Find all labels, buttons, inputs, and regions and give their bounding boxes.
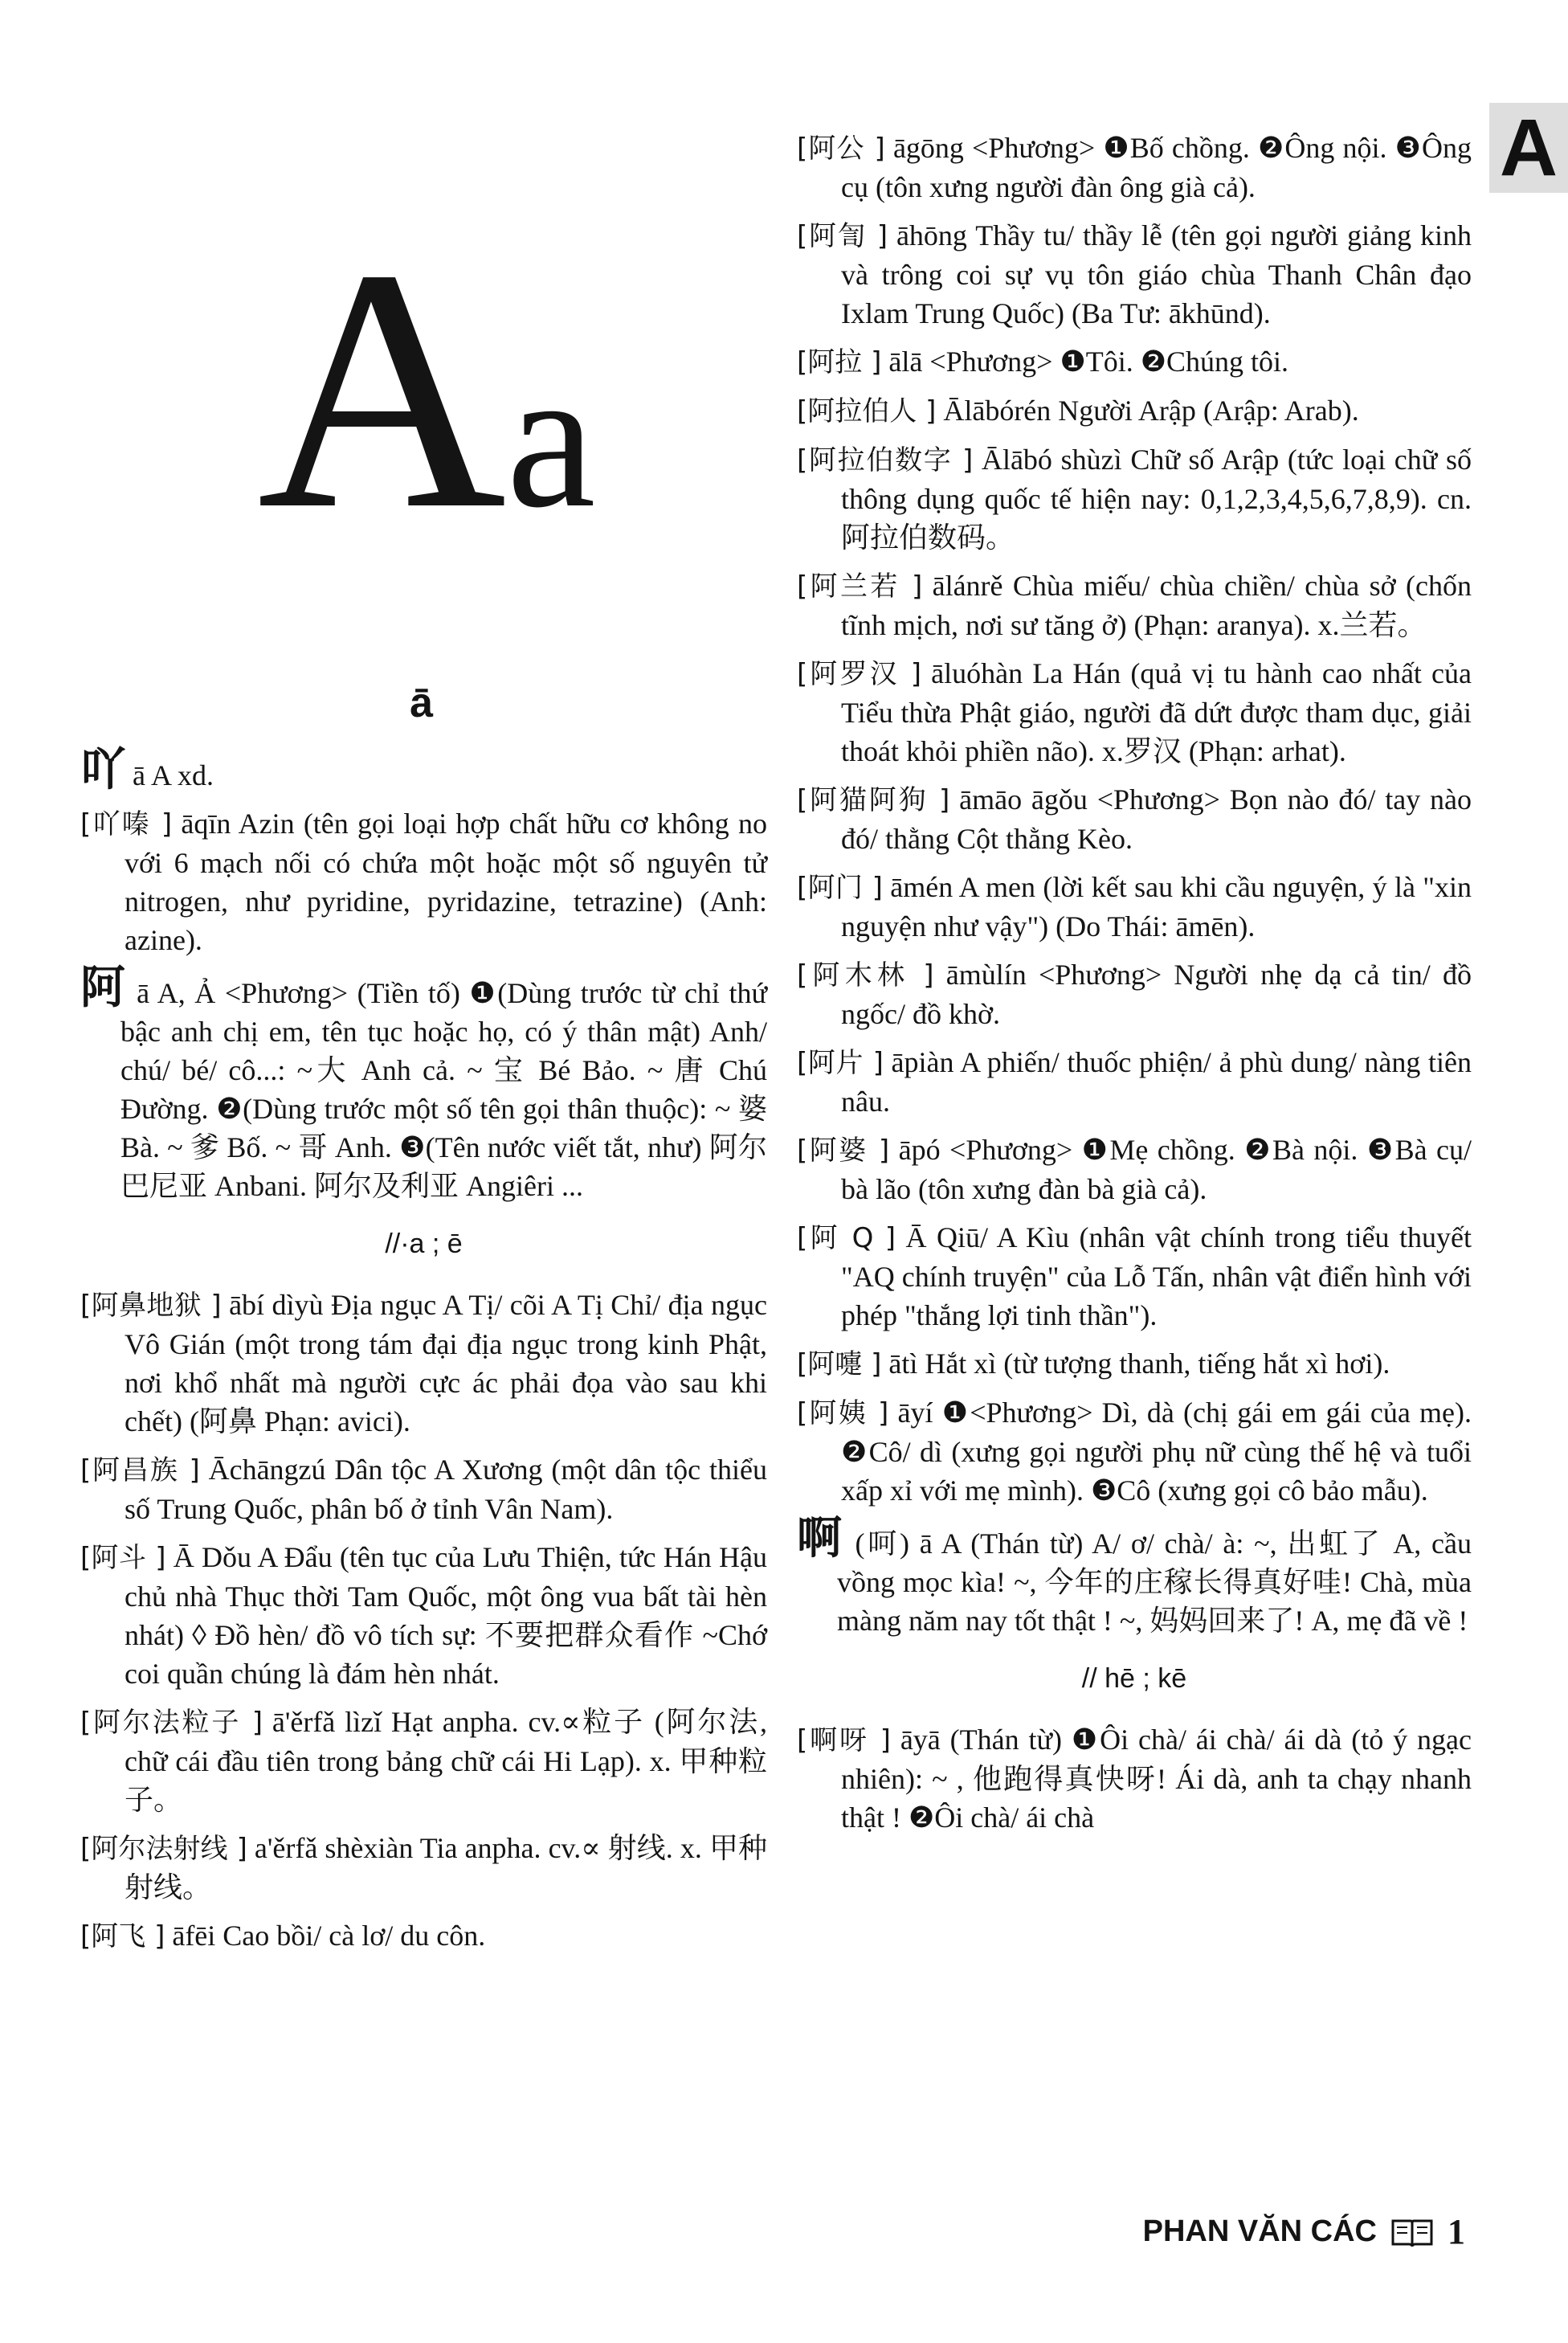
entry-definition: ā A xd.	[133, 759, 214, 791]
character-entry	[80, 962, 768, 1205]
entry-headword: [啊呀 ]	[797, 1724, 891, 1756]
entry-headword: [阿昌族 ]	[80, 1454, 200, 1486]
entry-definition: āhōng Thầy tu/ thầy lễ (tên gọi người giảng kinh và trông coi sự vụ tôn giáo chùa Thanh Chân đạo Ixlam Trung Quốc) (Ba Tư: ākhūnd).	[841, 219, 1472, 329]
entry-headword: [阿罗汉 ]	[797, 658, 921, 690]
left-column	[80, 744, 768, 1965]
entry-definition: āmùlín <Phương> Người nhẹ dạ cả tin/ đồ ngốc/ đồ khờ.	[841, 959, 1472, 1030]
entry-headword: [阿拉 ]	[797, 346, 882, 378]
open-book-icon	[1391, 2216, 1433, 2248]
entry-headword: [阿拉伯数字 ]	[797, 444, 974, 476]
entry-headword: [阿鼻地狱 ]	[80, 1290, 222, 1322]
compound-entry	[80, 804, 767, 959]
entry-definition: āpiàn A phiến/ thuốc phiện/ ả phù dung/ nàng tiên nâu.	[841, 1046, 1472, 1118]
thumb-index-tab: A	[1489, 103, 1568, 193]
big-letter-upper: A	[257, 198, 507, 581]
entry-headword: [阿尔法粒子 ]	[80, 1707, 263, 1739]
compound-entry	[797, 654, 1472, 771]
entry-definition: Āchāngzú Dân tộc A Xương (một dân tộc thiểu số Trung Quốc, phân bố ở tỉnh Vân Nam).	[125, 1454, 767, 1525]
entry-headword: [阿兰若 ]	[797, 570, 923, 603]
compound-entry	[797, 1131, 1472, 1208]
character-entry	[80, 744, 767, 796]
compound-entry	[80, 1286, 767, 1441]
entry-headword: 啊	[797, 1512, 845, 1564]
entry-headword: [阿拉伯人 ]	[797, 395, 937, 427]
compound-entry	[80, 1538, 767, 1693]
entry-definition: Ā Dǒu A Đẩu (tên tục của Lưu Thiện, tức Hán Hậu chủ nhà Thục thời Tam Quốc, một ông vua bất tài hèn nhát) ◊ Đồ hèn/ đồ vô tích sự: 不要把群众看作 ~Chớ coi quần chúng là đám hèn nhát.	[125, 1541, 768, 1690]
entry-headword: 阿	[80, 962, 128, 1014]
entry-headword: [阿嚏 ]	[797, 1348, 882, 1380]
entry-definition: āqīn Azin (tên gọi loại hợp chất hữu cơ không no với 6 mạch nối có chứa một hoặc một số nguyên tử nitrogen, như pyridine, pyridazine, tetrazine) (Anh: azine).	[125, 808, 768, 956]
compound-entry	[797, 868, 1472, 946]
entry-definition: āluóhàn La Hán (quả vị tu hành cao nhất của Tiểu thừa Phật giáo, người đã dứt được tham dục, giải thoát khỏi phiền não). x.罗汉 (Phạn: arhat).	[841, 657, 1472, 767]
entry-definition: Ālābó shùzì Chữ số Arập (tức loại chữ số thông dụng quốc tế hiện nay: 0,1,2,3,4,5,6,7,8,9). cn. 阿拉伯数码。	[841, 444, 1472, 554]
entry-definition: āfēi Cao bồi/ cà lơ/ du côn.	[172, 1920, 486, 1952]
entry-definition: ābí dìyù Địa ngục A Tị/ cõi A Tị Chỉ/ địa ngục Vô Gián (một trong tám đại địa ngục trong kinh Phật, nơi khổ nhất mà người cực ác phải đọa vào sau khi chết) (阿鼻 Phạn: avici).	[125, 1289, 767, 1437]
entry-headword: [阿猫阿狗 ]	[797, 784, 950, 816]
entry-headword: [阿斗 ]	[80, 1542, 166, 1574]
entry-headword: [吖嗪 ]	[80, 808, 173, 840]
entry-headword: [阿木林 ]	[797, 959, 934, 992]
big-letter-heading	[257, 198, 596, 581]
entry-definition: Ā Qiū/ A Kìu (nhân vật chính trong tiểu thuyết "AQ chính truyện" của Lỗ Tấn, nhân vật điển hình với phép "thắng lợi tinh thần").	[841, 1221, 1472, 1331]
entry-headword: [阿飞 ]	[80, 1920, 165, 1952]
section-heading: ā	[410, 680, 433, 726]
compound-entry	[797, 1720, 1472, 1837]
compound-entry	[797, 391, 1472, 431]
entry-headword: 吖	[80, 744, 125, 796]
entry-definition: ātì Hắt xì (từ tượng thanh, tiếng hắt xì hơi).	[888, 1347, 1390, 1380]
entry-definition: āgōng <Phương> ❶Bố chồng. ❷Ông nội. ❸Ông cụ (tôn xưng người đàn ông già cả).	[841, 132, 1472, 203]
compound-entry	[80, 1916, 767, 1956]
entry-headword: [阿片 ]	[797, 1047, 884, 1079]
entry-headword: [阿 Q ]	[797, 1222, 896, 1254]
entry-definition: a'ěrfǎ shèxiàn Tia anpha. cv.∝ 射线. x. 甲种射线。	[125, 1832, 768, 1903]
compound-entry	[80, 1450, 767, 1528]
pronunciation-separator: //·a ; ē	[385, 1229, 463, 1259]
entry-headword: [阿公 ]	[797, 133, 885, 165]
character-entry	[797, 1512, 1472, 1640]
compound-entry	[797, 566, 1472, 644]
entry-definition: āmāo āgǒu <Phương> Bọn nào đó/ tay nào đó/ thằng Cột thằng Kèo.	[841, 783, 1472, 855]
big-letter-lower: a	[506, 327, 596, 550]
entry-definition: āmén A men (lời kết sau khi cầu nguyện, ý là "xin nguyện như vậy") (Do Thái: āmēn).	[841, 871, 1472, 943]
compound-entry	[797, 780, 1472, 858]
entry-headword: [阿訇 ]	[797, 220, 888, 252]
entry-definition: ā'ěrfǎ lìzǐ Hạt anpha. cv.∝粒子 (阿尔法, chữ cái đầu tiên trong bảng chữ cái Hi Lạp). x. 甲种粒子。	[125, 1706, 768, 1816]
compound-entry	[797, 216, 1472, 333]
compound-entry	[797, 440, 1472, 557]
entry-headword: [阿婆 ]	[797, 1135, 890, 1167]
entry-definition: (呵) ā A (Thán từ) A/ ơ/ chà/ à: ~, 出虹了 A, cầu vồng mọc kìa! ~, 今年的庄稼长得真好哇! Chà, mùa màng năm nay tốt thật ! ~, 妈妈回来了! A, mẹ đã về !	[837, 1527, 1472, 1637]
compound-entry	[797, 342, 1472, 382]
compound-entry	[797, 955, 1472, 1033]
entry-headword: [阿姨 ]	[797, 1397, 889, 1429]
compound-entry	[797, 1344, 1472, 1384]
compound-entry	[797, 1043, 1472, 1121]
page-footer	[1143, 2211, 1465, 2252]
entry-definition: Ālābórén Người Arập (Arập: Arab).	[943, 395, 1359, 427]
entry-definition: āyā (Thán từ) ❶Ôi chà/ ái chà/ ái dà (tỏ ý ngạc nhiên): ~ , 他跑得真快呀! Ái dà, anh ta chạy nhanh thật ! ❷Ôi chà/ ái chà	[841, 1724, 1472, 1834]
compound-entry	[797, 1218, 1472, 1335]
right-column	[797, 129, 1472, 1846]
entry-definition: ā A, Ả <Phương> (Tiền tố) ❶(Dùng trước từ chỉ thứ bậc anh chị em, tên tục hoặc họ, có ý thân mật) Anh/ chú/ bé/ cô...: ~大 Anh cả. ~ 宝 Bé Bảo. ~ 唐 Chú Đường. ❷(Dùng trước một số tên gọi thân thuộc): ~ 婆 Bà. ~ 爹 Bố. ~ 哥 Anh. ❸(Tên nước viết tắt, như) 阿尔巴尼亚 Anbani. 阿尔及利亚 Angiêri ...	[120, 977, 768, 1202]
entry-definition: ālánrě Chùa miếu/ chùa chiền/ chùa sở (chốn tĩnh mịch, nơi sư tăng ở) (Phạn: aranya). x.兰若。	[841, 570, 1472, 641]
compound-entry	[797, 1393, 1472, 1510]
pronunciation-separator: // hē ; kē	[1081, 1663, 1187, 1694]
entry-definition: āyí ❶<Phương> Dì, dà (chị gái em gái của mẹ). ❷Cô/ dì (xưng gọi người phụ nữ cùng thế hệ và tuổi xấp xỉ với mẹ mình). ❸Cô (xưng gọi cô bảo mẫu).	[841, 1396, 1472, 1507]
footer-author: PHAN VĂN CÁC	[1142, 2214, 1377, 2248]
entry-headword: [阿门 ]	[797, 872, 883, 904]
compound-entry	[797, 129, 1472, 206]
compound-entry	[80, 1703, 767, 1819]
page-number: 1	[1448, 2212, 1465, 2251]
compound-entry	[80, 1829, 767, 1907]
entry-definition: āpó <Phương> ❶Mẹ chồng. ❷Bà nội. ❸Bà cụ/ bà lão (tôn xưng đàn bà già cả).	[841, 1134, 1472, 1205]
entry-headword: [阿尔法射线 ]	[80, 1833, 247, 1865]
entry-definition: ālā <Phương> ❶Tôi. ❷Chúng tôi.	[888, 346, 1289, 378]
